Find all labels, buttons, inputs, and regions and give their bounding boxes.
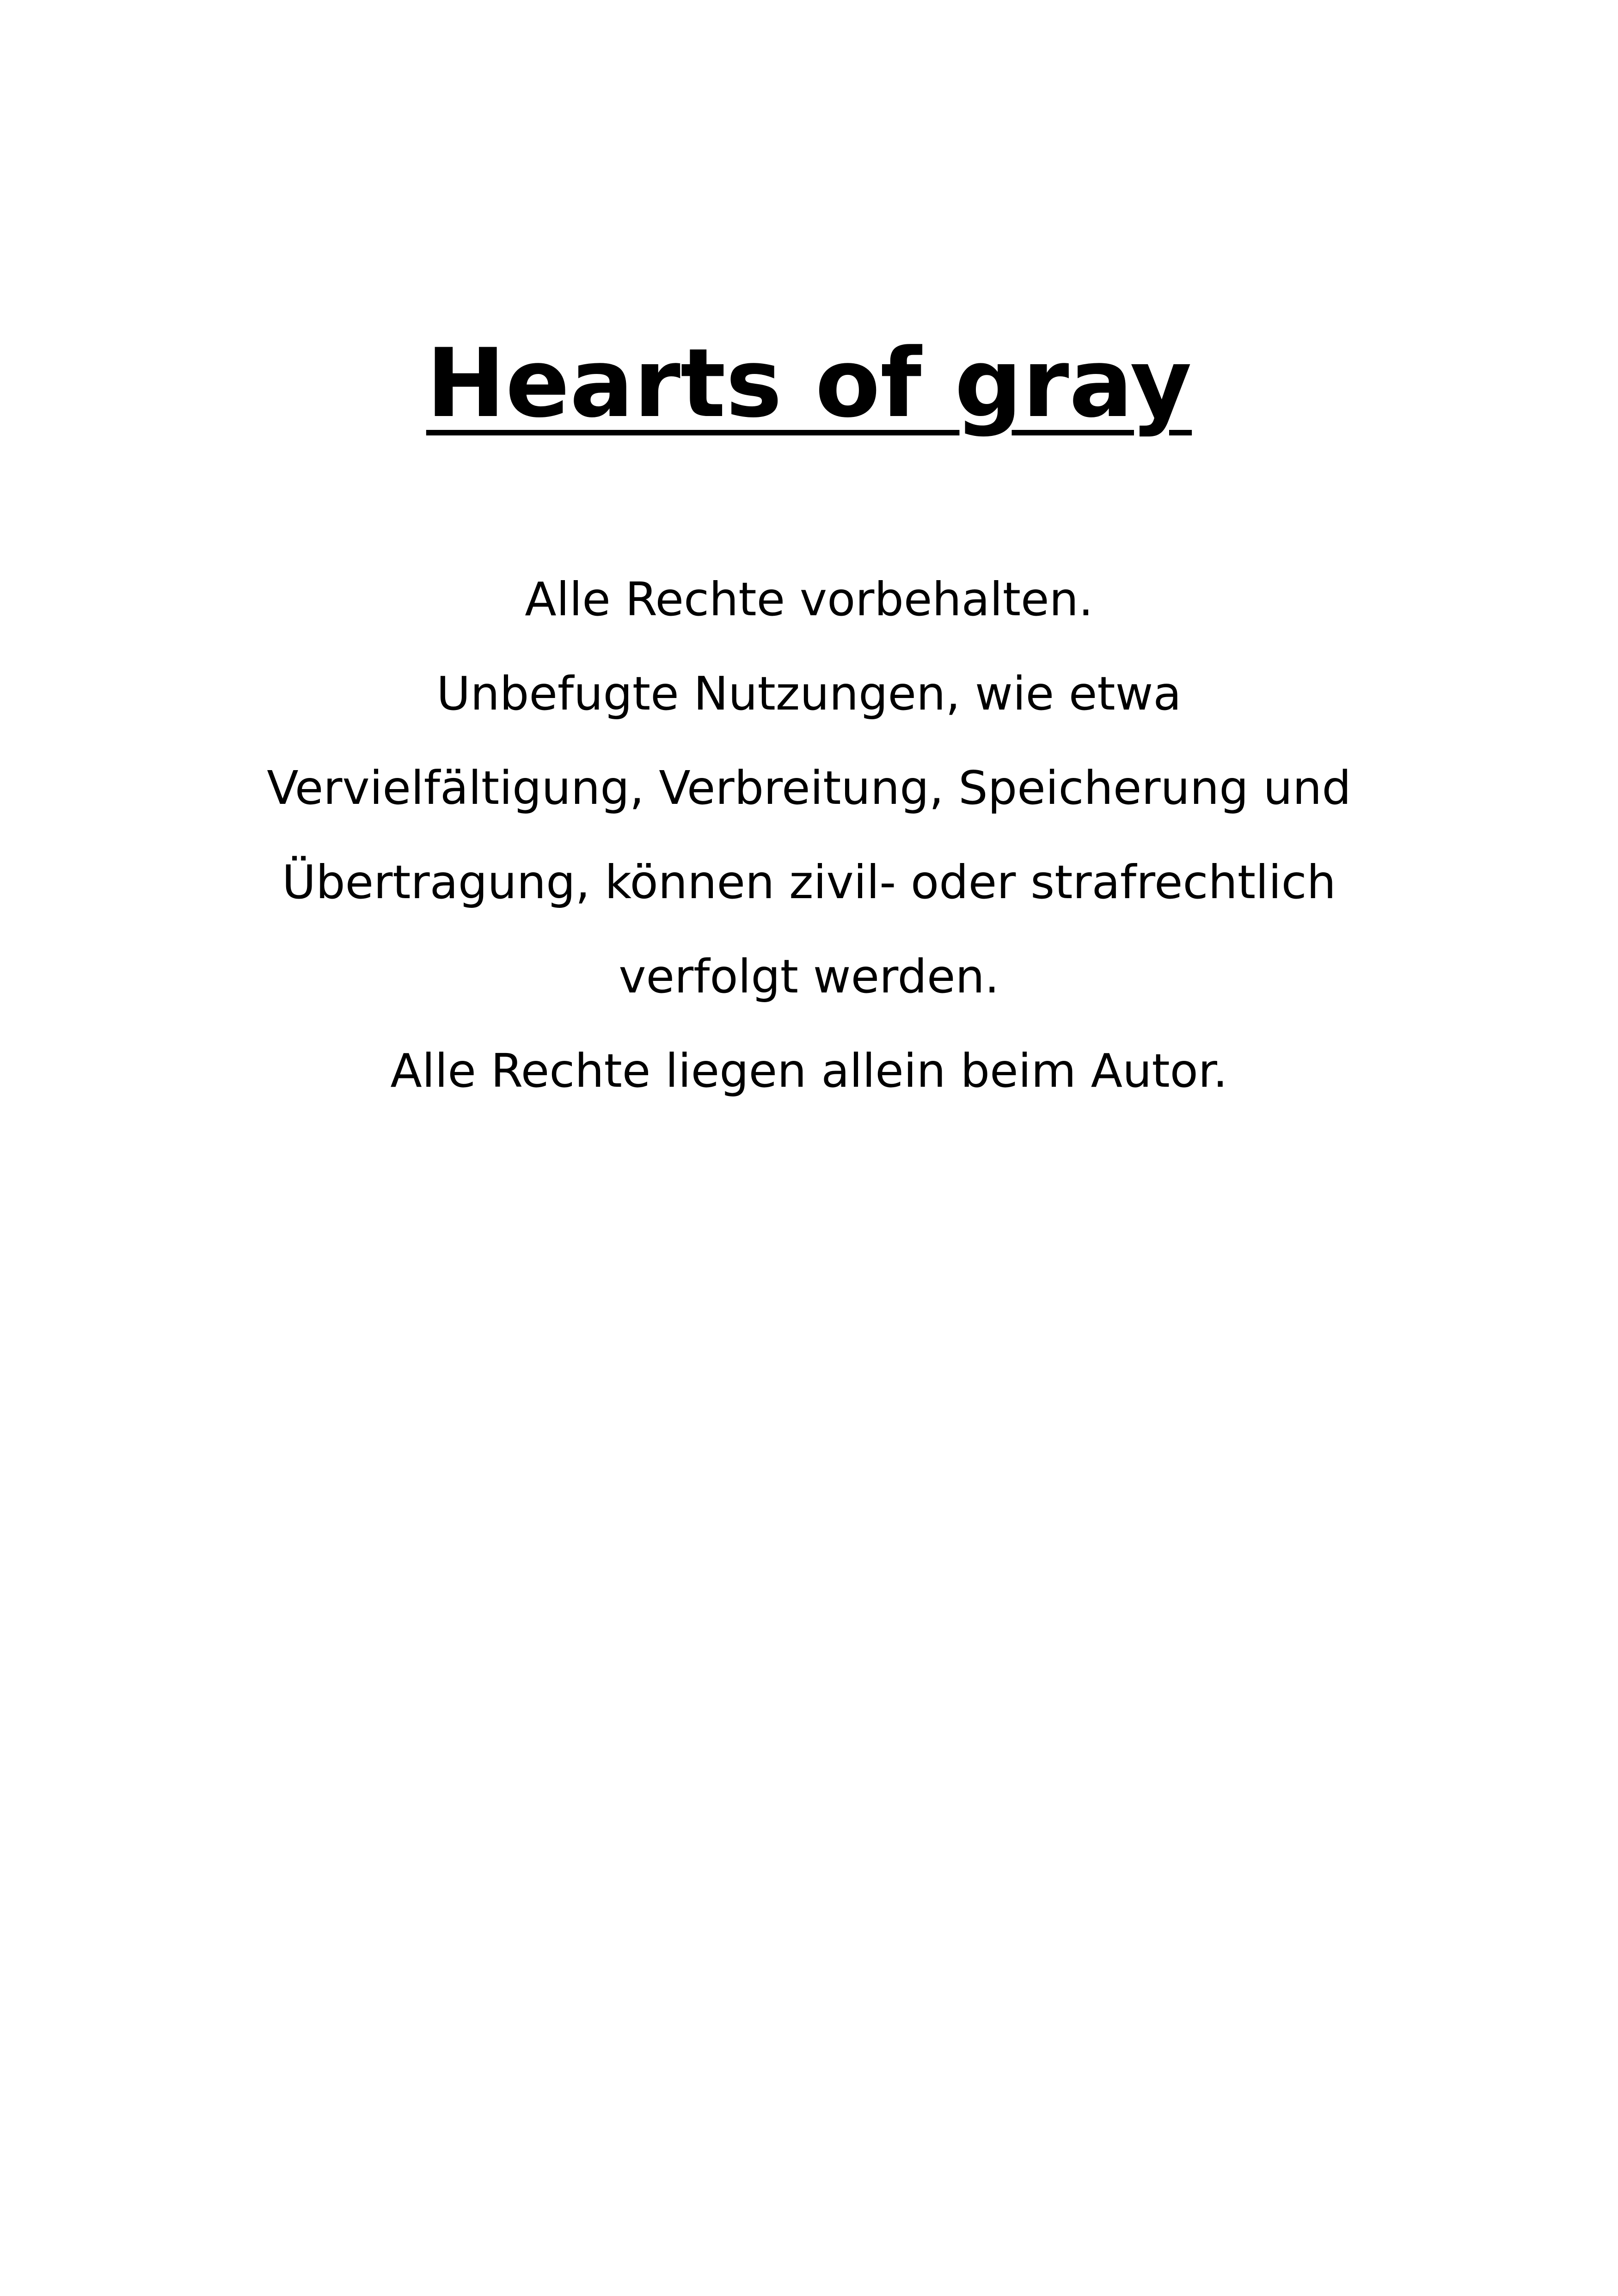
copyright-line: Vervielfältigung, Verbreitung, Speicherung und <box>267 761 1351 815</box>
document-title-text: Hearts of gray <box>426 329 1192 439</box>
copyright-line: Unbefugte Nutzungen, wie etwa <box>436 667 1182 721</box>
copyright-line: Übertragung, können zivil- oder strafrechtlich <box>282 855 1336 909</box>
copyright-line: verfolgt werden. <box>619 949 999 1004</box>
copyright-notice <box>0 552 1618 1118</box>
document-title <box>0 324 1618 444</box>
copyright-line: Alle Rechte liegen allein beim Autor. <box>390 1044 1228 1098</box>
copyright-line: Alle Rechte vorbehalten. <box>525 572 1093 626</box>
